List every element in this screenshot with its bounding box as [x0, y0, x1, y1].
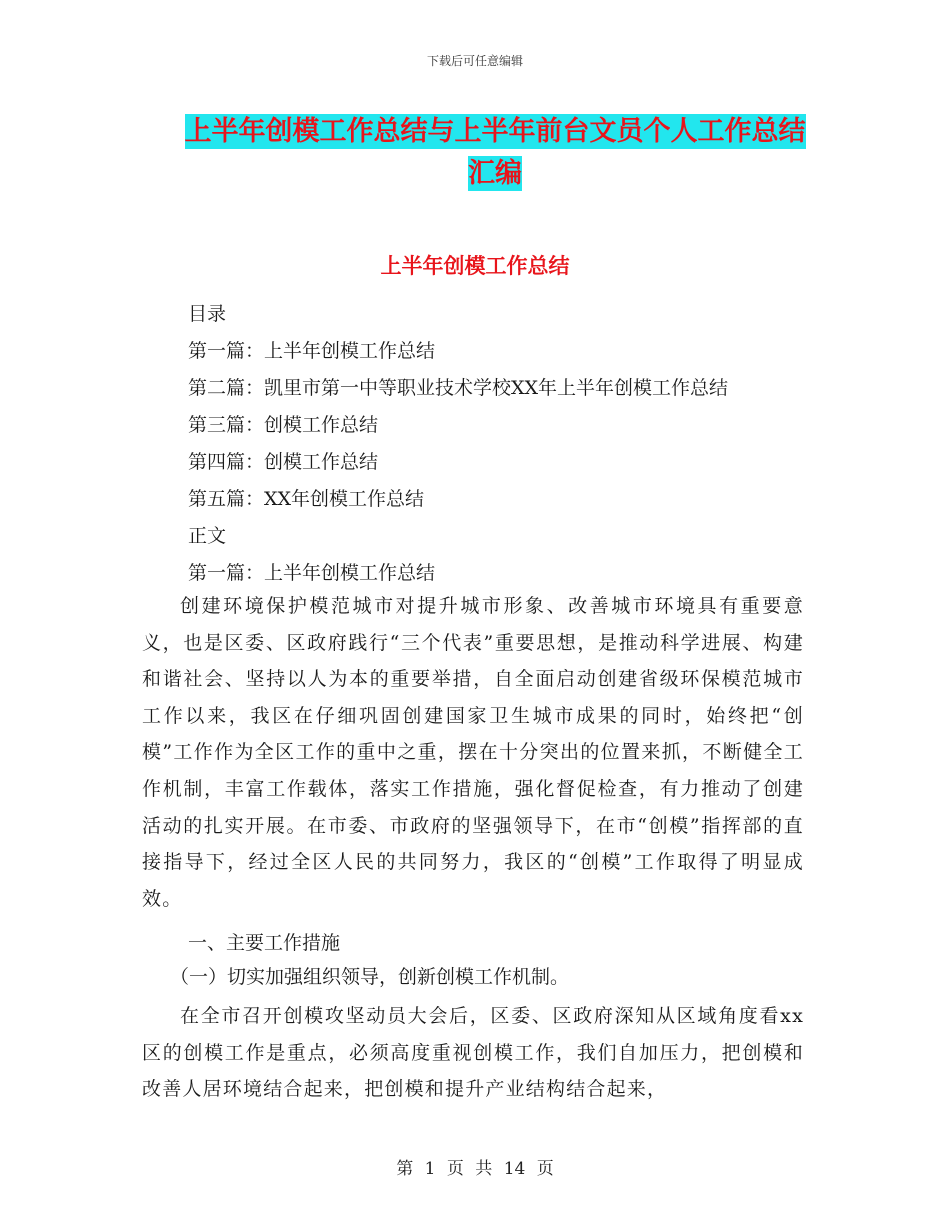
toc-item: 第二篇：凯里市第一中等职业技术学校XX年上半年创模工作总结 — [188, 377, 729, 399]
subsection-heading: （一）切实加强组织领导，创新创模工作机制。 — [170, 966, 570, 988]
page-number: 第 1 页 共 14 页 — [396, 1159, 554, 1179]
table-of-contents — [188, 296, 728, 592]
body-paragraph: 创建环境保护模范城市对提升城市形象、改善城市环境具有重要意义，也是区委、区政府践行“三个代表”重要思想，是推动科学进展、构建和谐社会、坚持以人为本的重要举措，自全面启动创建省级环保模范城市工作以来，我区在仔细巩固创建国家卫生城市成果的同时，始终把“创模”工作作为全区工作的重中之重，摆在十分突出的位置来抓，不断健全工作机制，丰富工作载体，落实工作措施，强化督促检查，有力推动了创建活动的扎实开展。在市委、市政府的坚强领导下，在市“创模”指挥部的直接指导下，经过全区人民的共同努力，我区的“创模”工作取得了明显成效。 — [142, 595, 804, 910]
toc-item: 第五篇：XX年创模工作总结 — [188, 488, 425, 510]
toc-item: 目录 — [188, 303, 227, 325]
body-paragraph: 在全市召开创模攻坚动员大会后，区委、区政府深知从区域角度看xx区的创模工作是重点，必须高度重视创模工作，我们自加压力，把创模和改善人居环境结合起来，把创模和提升产业结构结合起来， — [142, 1005, 804, 1101]
section-heading: 一、主要工作措施 — [188, 932, 341, 954]
section-title: 上半年创模工作总结 — [380, 253, 570, 278]
document-title-text-2: 汇编 — [468, 158, 522, 189]
header-note: 下载后可任意编辑 — [426, 54, 523, 68]
toc-item: 第四篇：创模工作总结 — [188, 451, 379, 473]
toc-item: 第一篇：上半年创模工作总结 — [188, 340, 436, 362]
toc-item: 第三篇：创模工作总结 — [188, 414, 379, 436]
document-title-line-2 — [140, 156, 850, 192]
toc-item: 第一篇：上半年创模工作总结 — [188, 562, 436, 584]
document-title-line-1 — [140, 114, 850, 150]
document-title-text-1: 上半年创模工作总结与上半年前台文员个人工作总结 — [184, 116, 806, 147]
toc-item: 正文 — [188, 525, 227, 547]
